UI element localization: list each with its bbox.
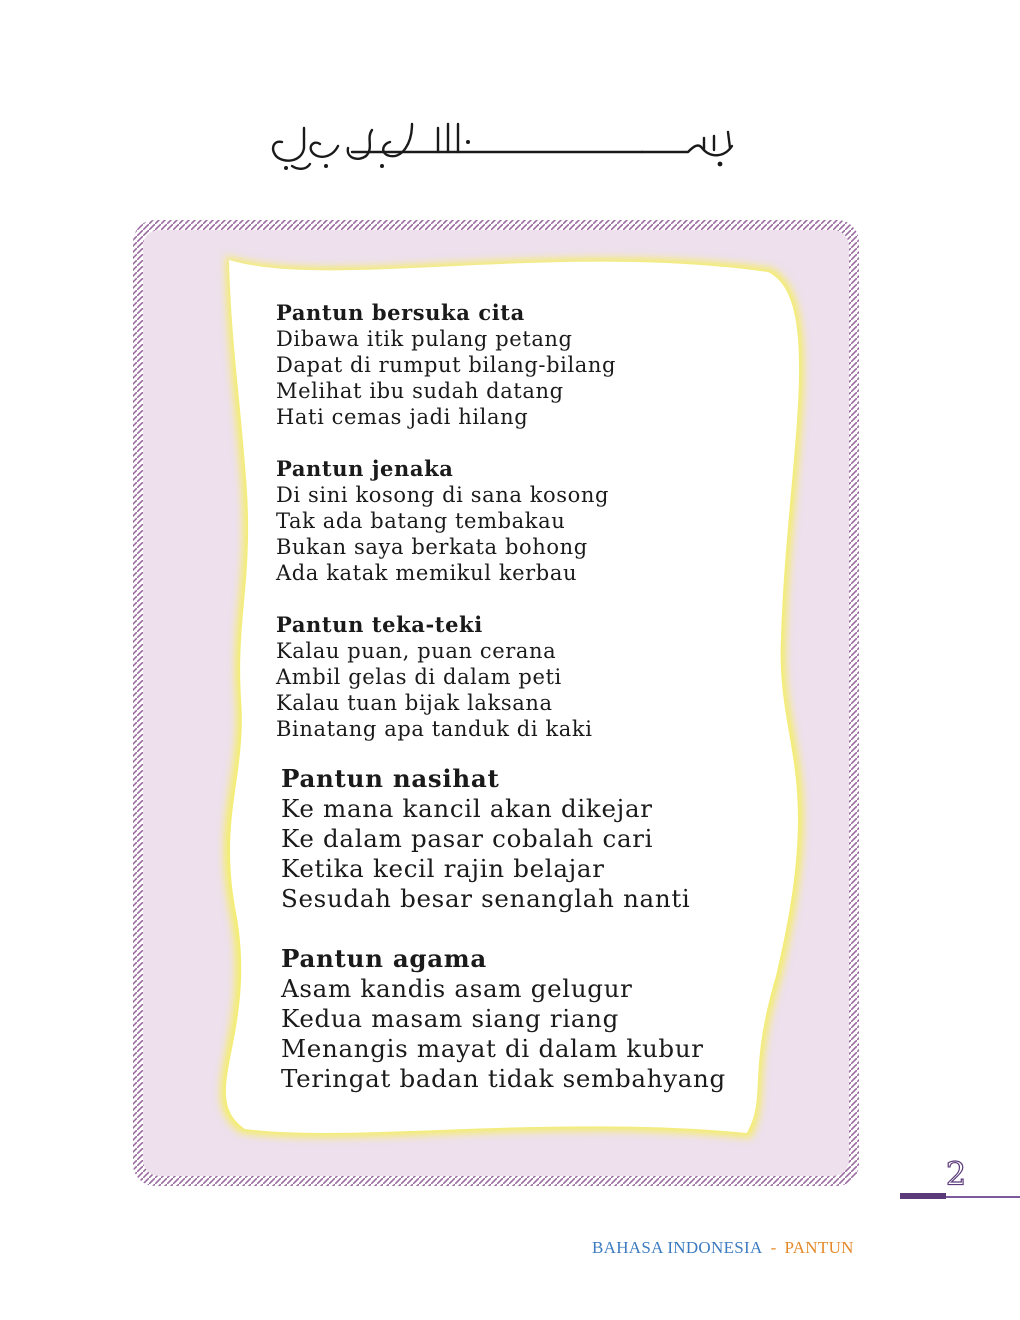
pantun-nasihat [281,764,690,914]
pantun-line: Ada katak memikul kerbau [276,561,578,585]
pantun-line: Sesudah besar senanglah nanti [281,884,691,913]
pantun-title: Pantun teka-teki [276,612,483,637]
pantun-bersuka-cita [276,300,616,430]
pantun-line: Asam kandis asam gelugur [281,974,633,1003]
pantun-line: Ke mana kancil akan dikejar [281,794,653,823]
pantun-title: Pantun bersuka cita [276,300,525,325]
pantun-title: Pantun nasihat [281,764,500,793]
pantun-line: Di sini kosong di sana kosong [276,483,610,507]
pantun-line: Dapat di rumput bilang-bilang [276,353,617,377]
pantun-line: Teringat badan tidak sembahyang [281,1064,726,1093]
pantun-title: Pantun jenaka [276,456,454,481]
pantun-line: Melihat ibu sudah datang [276,379,564,403]
pantun-line: Hati cemas jadi hilang [276,405,529,429]
pantun-line: Dibawa itik pulang petang [276,327,573,351]
page-number [936,1154,976,1192]
footer-subject: BAHASA INDONESIA [592,1238,763,1257]
pantun-line: Ketika kecil rajin belajar [281,854,605,883]
pantun-teka-teki [276,612,593,742]
pantun-jenaka [276,456,609,586]
pantun-line: Kedua masam siang riang [281,1004,620,1033]
page-number-text: 2 [945,1155,967,1192]
pantun-line: Bukan saya berkata bohong [276,535,588,559]
pantun-line: Kalau puan, puan cerana [276,639,557,663]
pantun-line: Binatang apa tanduk di kaki [276,717,593,741]
footer-rule [946,1196,1020,1198]
footer-separator: - [770,1238,777,1257]
pantun-line: Ambil gelas di dalam peti [276,665,562,689]
basmala-calligraphy [262,118,740,174]
pantun-line: Ke dalam pasar cobalah cari [281,824,654,853]
pantun-line: Tak ada batang tembakau [276,509,566,533]
pantun-agama [281,944,726,1094]
footer-rule-accent [900,1193,946,1199]
pantun-line: Menangis mayat di dalam kubur [281,1034,704,1063]
footer-topic: PANTUN [784,1238,854,1257]
pantun-line: Kalau tuan bijak laksana [276,691,553,715]
pantun-title: Pantun agama [281,944,488,973]
page-footer [592,1238,854,1258]
